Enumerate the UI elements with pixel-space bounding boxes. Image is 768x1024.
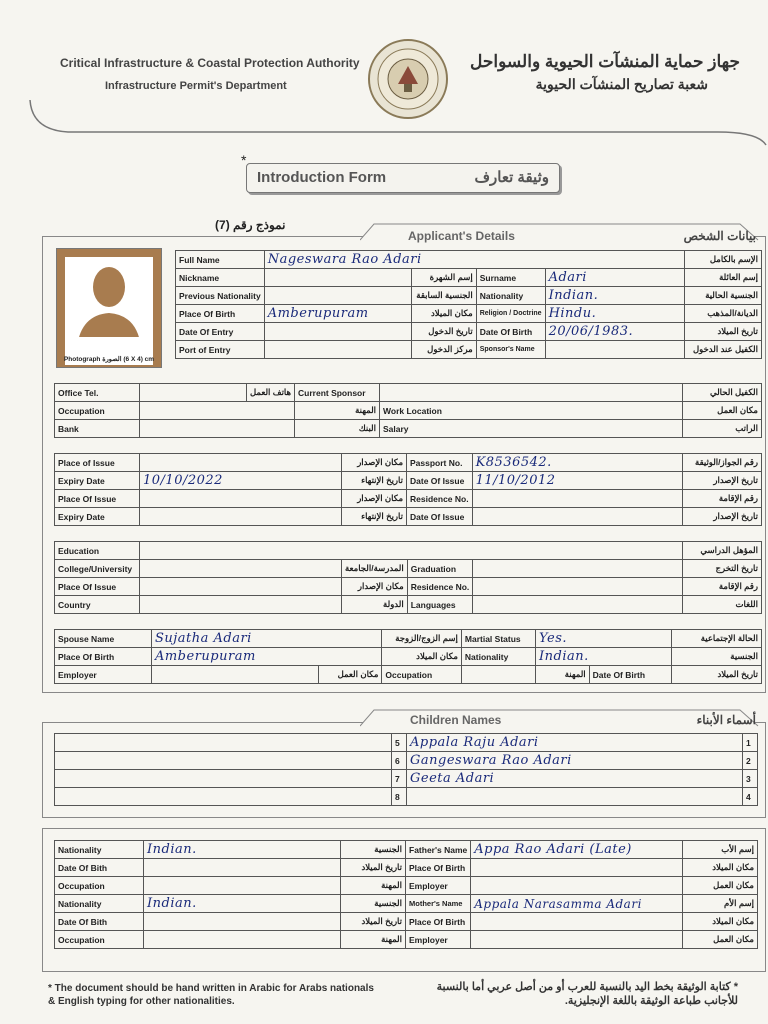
poe-value[interactable] [264, 341, 411, 359]
dob-value[interactable]: 20/06/1983. [548, 324, 634, 339]
children-title-en: Children Names [410, 713, 502, 727]
mother-pob-label-ar: مكان الميلاد [683, 913, 758, 931]
passport-no-label: Passport No. [407, 454, 473, 472]
table-row [176, 341, 762, 359]
child-num-4: 4 [743, 788, 758, 806]
marital-status-cell [536, 630, 672, 648]
current-sponsor-label-ar: الكفيل الحالي [683, 384, 762, 402]
table-row [55, 542, 762, 560]
father-name-label: Father's Name [406, 841, 471, 859]
graduation-label: Graduation [407, 560, 473, 578]
table-row [55, 454, 762, 472]
table-row [55, 472, 762, 490]
father-occupation-label: Occupation [55, 877, 144, 895]
table-row [55, 490, 762, 508]
place-issue-label: Place of Issue [55, 454, 140, 472]
bank-value[interactable] [140, 420, 295, 438]
father-name-cell [471, 841, 683, 859]
table-row [55, 402, 762, 420]
department-name-en: Infrastructure Permit's Department [105, 80, 287, 92]
mother-employer-value[interactable] [471, 931, 683, 949]
office-tel-value[interactable] [140, 384, 247, 402]
child-left-value[interactable] [55, 770, 392, 788]
spouse-nationality-label-ar: الجنسية [671, 648, 761, 666]
table-row [55, 752, 758, 770]
children-table [54, 733, 758, 806]
res-doi-label-ar: تاريخ الإصدار [683, 508, 762, 526]
authority-name-ar: جهاز حماية المنشآت الحيوية والسواحل [470, 52, 740, 71]
table-row [55, 578, 762, 596]
child-left-value[interactable] [55, 788, 392, 806]
table-row [55, 560, 762, 578]
table-row [55, 895, 758, 913]
occupation-label: Occupation [55, 402, 140, 420]
mother-pob-label: Place Of Birth [406, 913, 471, 931]
father-dob-value[interactable] [144, 859, 341, 877]
father-employer-value[interactable] [471, 877, 683, 895]
person-silhouette-icon [57, 249, 161, 367]
bank-label: Bank [55, 420, 140, 438]
table-row [55, 734, 758, 752]
table-row [55, 841, 758, 859]
pob-label-ar: مكان الميلاد [411, 305, 476, 323]
languages-value[interactable] [473, 596, 683, 614]
spouse-name-label-ar: إسم الزوج/الزوجة [382, 630, 461, 648]
languages-label: Languages [407, 596, 473, 614]
spouse-dob-label-ar: تاريخ الميلاد [671, 666, 761, 684]
photo-label: Photograph الصورة (6 X 4) cm [63, 356, 155, 363]
sponsor-value[interactable] [545, 341, 684, 359]
religion-label-ar: الديانة/المذهب [685, 305, 762, 323]
mother-name-cell [471, 895, 683, 913]
res-expiry-label: Expiry Date [55, 508, 140, 526]
full-name-label-ar: الإسم بالكامل [685, 251, 762, 269]
prev-nationality-label: Previous Nationality [176, 287, 265, 305]
spouse-name-cell [151, 630, 381, 648]
spouse-nationality-value[interactable]: Indian. [539, 649, 589, 664]
nationality-cell [545, 287, 684, 305]
child-name-2[interactable]: Gangeswara Rao Adari [410, 753, 572, 768]
child-name-1[interactable]: Appala Raju Adari [410, 735, 539, 750]
child-left-value[interactable] [55, 734, 392, 752]
place-issue-value[interactable] [140, 454, 342, 472]
mother-dob-label-ar: تاريخ الميلاد [341, 913, 406, 931]
marital-status-label-ar: الحالة الإجتماعية [671, 630, 761, 648]
father-nat-label-ar: الجنسية [341, 841, 406, 859]
child-left-value[interactable] [55, 752, 392, 770]
table-row [55, 666, 762, 684]
doi-value[interactable]: 11/10/2012 [475, 473, 556, 488]
edu-res-no-label-ar: رقم الإقامة [683, 578, 762, 596]
table-row [55, 859, 758, 877]
table-row [55, 788, 758, 806]
table-row [55, 648, 762, 666]
nickname-label: Nickname [176, 269, 265, 287]
table-row [55, 877, 758, 895]
spouse-table [54, 629, 762, 684]
college-label-ar: المدرسة/الجامعة [342, 560, 408, 578]
mother-dob-label: Date Of Bith [55, 913, 144, 931]
office-tel-label-ar: هاتف العمل [247, 384, 295, 402]
father-employer-label: Employer [406, 877, 471, 895]
occupation-label-ar: المهنة [295, 402, 380, 420]
department-name-ar: شعبة تصاريح المنشآت الحيوية [535, 76, 708, 92]
work-location-label-ar: مكان العمل [683, 402, 762, 420]
spouse-pob-value[interactable]: Amberupuram [154, 649, 256, 664]
table-row [55, 770, 758, 788]
table-row [55, 420, 762, 438]
surname-value[interactable]: Adari [548, 270, 587, 285]
edu-res-no-label: Residence No. [407, 578, 473, 596]
res-place-label-ar: مكان الإصدار [342, 490, 407, 508]
nationality-value[interactable]: Indian. [548, 288, 599, 303]
authority-name-en: Critical Infrastructure & Coastal Protection Authority [60, 56, 360, 70]
surname-label: Surname [476, 269, 545, 287]
mother-occupation-label-ar: المهنة [341, 931, 406, 949]
father-nat-value[interactable]: Indian. [147, 842, 197, 857]
spouse-nationality-label: Nationality [461, 648, 535, 666]
nickname-label-ar: إسم الشهرة [411, 269, 476, 287]
salary-label: Salary [383, 423, 409, 434]
table-row [176, 287, 762, 305]
table-row [55, 508, 762, 526]
table-row [176, 323, 762, 341]
salary-label-ar: الراتب [683, 420, 762, 438]
doi-label-ar: تاريخ الإصدار [683, 472, 762, 490]
table-row [176, 305, 762, 323]
applicant-title-ar: بيانات الشخص [683, 229, 756, 243]
edu-res-no-value[interactable] [473, 578, 683, 596]
expiry-cell [140, 472, 342, 490]
doi-label: Date Of Issue [407, 472, 473, 490]
child-num-6: 6 [392, 752, 407, 770]
form-title-en: Introduction Form [257, 169, 387, 186]
table-row [55, 913, 758, 931]
expiry-value[interactable]: 10/10/2022 [143, 473, 223, 488]
dob-label-ar: تاريخ الميلاد [685, 323, 762, 341]
edu-place-issue-label-ar: مكان الإصدار [342, 578, 408, 596]
graduation-label-ar: تاريخ التخرج [683, 560, 762, 578]
work-table [54, 383, 762, 438]
child-num-3: 3 [743, 770, 758, 788]
father-dob-label: Date Of Bith [55, 859, 144, 877]
child-num-8: 8 [392, 788, 407, 806]
res-no-label-ar: رقم الإقامة [683, 490, 762, 508]
poe-label: Port of Entry [176, 341, 265, 359]
res-place-label: Place Of Issue [55, 490, 140, 508]
marital-status-label: Martial Status [461, 630, 535, 648]
child-name-cell [407, 788, 743, 806]
form-title-ar: وثيقة تعارف [474, 169, 549, 186]
parents-table [54, 840, 758, 949]
authority-seal-icon [367, 38, 449, 120]
child-name-cell [407, 770, 743, 788]
res-expiry-value[interactable] [140, 508, 342, 526]
prev-nationality-label-ar: الجنسية السابقة [411, 287, 476, 305]
res-doi-value[interactable] [472, 508, 682, 526]
occupation-value[interactable] [140, 402, 295, 420]
education-value[interactable] [140, 542, 683, 560]
footer-note-en: * The document should be hand written in Arabic for Arabs nationals & English typing for other nationalities. [48, 983, 374, 1007]
table-row [55, 384, 762, 402]
child-name-cell [407, 752, 743, 770]
current-sponsor-label: Current Sponsor [295, 384, 380, 402]
table-row [55, 630, 762, 648]
father-employer-label-ar: مكان العمل [683, 877, 758, 895]
applicant-table [175, 250, 762, 359]
edu-place-issue-label: Place Of Issue [55, 578, 140, 596]
res-doi-label: Date Of Issue [407, 508, 473, 526]
doe-label-ar: تاريخ الدخول [411, 323, 476, 341]
asterisk: * [241, 152, 247, 168]
graduation-value[interactable] [473, 560, 683, 578]
surname-cell [545, 269, 684, 287]
table-row [176, 269, 762, 287]
full-name-value[interactable]: Nageswara Rao Adari [267, 252, 422, 267]
child-name-cell [407, 734, 743, 752]
poe-label-ar: مركز الدخول [411, 341, 476, 359]
child-num-5: 5 [392, 734, 407, 752]
religion-value[interactable]: Hindu. [548, 306, 597, 321]
mother-employer-label: Employer [406, 931, 471, 949]
mother-pob-value[interactable] [471, 913, 683, 931]
res-no-label: Residence No. [407, 490, 473, 508]
surname-label-ar: إسم العائلة [685, 269, 762, 287]
marital-status-value[interactable]: Yes. [539, 631, 567, 646]
pob-label: Place Of Birth [176, 305, 265, 323]
spouse-pob-cell [151, 648, 381, 666]
spouse-work-place-ar: مكان العمل [319, 666, 382, 684]
res-place-value[interactable] [140, 490, 342, 508]
table-row [176, 251, 762, 269]
father-pob-label-ar: مكان الميلاد [683, 859, 758, 877]
form-title-box [246, 163, 560, 193]
father-name-value[interactable]: Appa Rao Adari (Late) [474, 842, 632, 857]
child-name-3[interactable]: Geeta Adari [410, 771, 495, 786]
father-occupation-value[interactable] [144, 877, 341, 895]
spouse-employer-value[interactable] [151, 666, 318, 684]
nationality-label-ar: الجنسية الحالية [685, 287, 762, 305]
passport-no-value[interactable]: K8536542. [475, 455, 552, 470]
spouse-occupation-label-ar: المهنة [536, 666, 590, 684]
mother-dob-value[interactable] [144, 913, 341, 931]
salary-cell [380, 420, 683, 438]
spouse-nationality-cell [536, 648, 672, 666]
mother-employer-label-ar: مكان العمل [683, 931, 758, 949]
child-num-7: 7 [392, 770, 407, 788]
father-name-label-ar: إسم الأب [683, 841, 758, 859]
footer-note-ar: * كتابة الوثيقة بخط اليد بالنسبة للعرب أو من أصل عربي أما بالنسبة للأجانب طباعة الوثيقة باللغة الإنجليزية. [436, 981, 738, 1007]
father-nat-cell [144, 841, 341, 859]
passport-no-cell [472, 454, 682, 472]
education-label: Education [55, 542, 140, 560]
mother-name-label-ar: إسم الأم [683, 895, 758, 913]
doe-value[interactable] [264, 323, 411, 341]
spouse-pob-label: Place Of Birth [55, 648, 152, 666]
spouse-employer-label: Employer [55, 666, 152, 684]
education-label-ar: المؤهل الدراسي [683, 542, 762, 560]
mother-name-label: Mother's Name [406, 895, 471, 913]
religion-label: Religion / Doctrine [476, 305, 545, 323]
expiry-label-ar: تاريخ الإنتهاء [342, 472, 407, 490]
pob-value[interactable]: Amberupuram [267, 306, 369, 321]
mother-name-value[interactable]: Appala Narasamma Adari [474, 896, 642, 911]
father-occupation-label-ar: المهنة [341, 877, 406, 895]
country-label: Country [55, 596, 140, 614]
languages-label-ar: اللغات [683, 596, 762, 614]
country-value[interactable] [140, 596, 342, 614]
father-nat-label: Nationality [55, 841, 144, 859]
mother-nat-value[interactable]: Indian. [147, 896, 197, 911]
work-location-label: Work Location [383, 405, 442, 416]
mother-occupation-label: Occupation [55, 931, 144, 949]
sponsor-label-ar: الكفيل عند الدخول [685, 341, 762, 359]
spouse-occupation-value[interactable] [461, 666, 535, 684]
religion-cell [545, 305, 684, 323]
mother-nat-label: Nationality [55, 895, 144, 913]
college-value[interactable] [140, 560, 342, 578]
place-issue-label-ar: مكان الإصدار [342, 454, 407, 472]
dob-cell [545, 323, 684, 341]
sponsor-label: Sponsor's Name [476, 341, 545, 359]
prev-nationality-value[interactable] [264, 287, 411, 305]
res-no-value[interactable] [472, 490, 682, 508]
children-title-ar: أسماء الأبناء [696, 713, 756, 727]
passport-no-label-ar: رقم الجواز/الوثيقة [683, 454, 762, 472]
edu-place-issue-value[interactable] [140, 578, 342, 596]
mother-nat-cell [144, 895, 341, 913]
spouse-name-value[interactable]: Sujatha Adari [154, 631, 252, 646]
work-location-cell [380, 402, 683, 420]
spouse-occupation-label: Occupation [382, 666, 461, 684]
dob-label: Date Of Birth [476, 323, 545, 341]
photograph-box [56, 248, 162, 368]
mother-nat-label-ar: الجنسية [341, 895, 406, 913]
bank-label-ar: البنك [295, 420, 380, 438]
pob-cell [264, 305, 411, 323]
nickname-value[interactable] [264, 269, 411, 287]
nationality-label: Nationality [476, 287, 545, 305]
res-expiry-label-ar: تاريخ الإنتهاء [342, 508, 407, 526]
table-row [55, 931, 758, 949]
spouse-pob-label-ar: مكان الميلاد [382, 648, 461, 666]
college-label: College/University [55, 560, 140, 578]
form-number: نموذج رقم (7) [215, 218, 286, 232]
child-num-2: 2 [743, 752, 758, 770]
spouse-name-label: Spouse Name [55, 630, 152, 648]
doe-label: Date Of Entry [176, 323, 265, 341]
doi-cell [472, 472, 682, 490]
father-pob-label: Place Of Birth [406, 859, 471, 877]
applicant-title-en: Applicant's Details [408, 229, 515, 243]
expiry-label: Expiry Date [55, 472, 140, 490]
full-name-label: Full Name [176, 251, 265, 269]
current-sponsor-value[interactable] [380, 384, 683, 402]
spouse-dob-label: Date Of Birth [589, 666, 671, 684]
country-label-ar: الدولة [342, 596, 408, 614]
father-dob-label-ar: تاريخ الميلاد [341, 859, 406, 877]
child-num-1: 1 [743, 734, 758, 752]
education-table [54, 541, 762, 614]
passport-table [54, 453, 762, 526]
table-row [55, 596, 762, 614]
mother-occupation-value[interactable] [144, 931, 341, 949]
full-name-cell [264, 251, 684, 269]
office-tel-label: Office Tel. [55, 384, 140, 402]
father-pob-value[interactable] [471, 859, 683, 877]
